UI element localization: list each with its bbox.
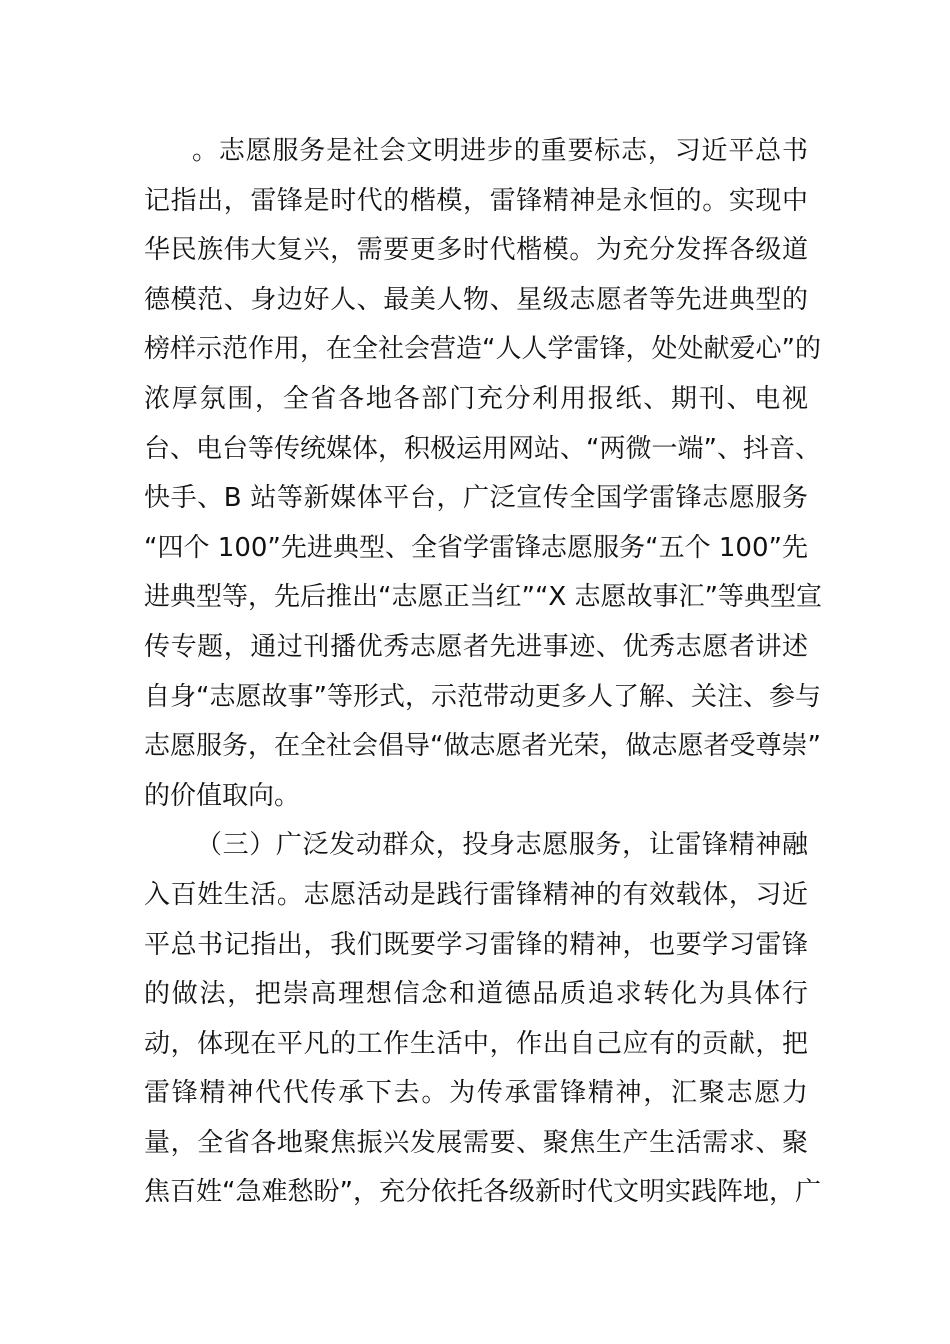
paragraph-2-line-1: （三）广泛发动群众，投身志愿服务，让雷锋精神融	[196, 830, 808, 861]
paragraph-1-line-12: 自身“志愿故事”等形式，示范带动更多人了解、关注、参与	[144, 681, 821, 712]
paragraph-2-line-8: 焦百姓“急难愁盼”，充分依托各级新时代文明实践阵地，广	[144, 1177, 821, 1208]
paragraph-1-line-11: 传专题，通过刊播优秀志愿者先进事迹、优秀志愿者讲述	[144, 631, 808, 662]
paragraph-1-line-1: 。志愿服务是社会文明进步的重要标志，习近平总书	[192, 136, 808, 166]
paragraph-1-line-5: 榜样示范作用，在全社会营造“人人学雷锋，处处献爱心”的	[144, 334, 821, 365]
paragraph-2-line-5: 动，体现在平凡的工作生活中，作出自己应有的贡献，把	[144, 1028, 808, 1059]
paragraph-2-line-4: 的做法，把崇高理想信念和道德品质追求转化为具体行	[144, 979, 808, 1010]
paragraph-2-line-6: 雷锋精神代代传承下去。为传承雷锋精神，汇聚志愿力	[144, 1078, 808, 1109]
paragraph-2-line-3: 平总书记指出，我们既要学习雷锋的精神，也要学习雷锋	[144, 929, 808, 960]
paragraph-1-line-4: 德模范、身边好人、最美人物、星级志愿者等先进典型的	[144, 284, 808, 315]
paragraph-1-line-3: 华民族伟大复兴，需要更多时代楷模。为充分发挥各级道	[144, 235, 808, 266]
paragraph-1-line-8: 快手、B 站等新媒体平台，广泛宣传全国学雷锋志愿服务	[144, 483, 808, 514]
paragraph-1-line-10: 进典型等，先后推出“志愿正当红”“X 志愿故事汇”等典型宣	[144, 582, 822, 613]
paragraph-1-line-7: 台、电台等传统媒体，积极运用网站、“两微一端”、抖音、	[144, 433, 821, 464]
paragraph-1-line-14: 的价值取向。	[144, 780, 301, 811]
paragraph-1-line-9: “四个 100”先进典型、全省学雷锋志愿服务“五个 100”先	[144, 532, 808, 563]
paragraph-1-line-13: 志愿服务，在全社会倡导“做志愿者光荣，做志愿者受尊崇”	[144, 731, 821, 762]
paragraph-1-line-2: 记指出，雷锋是时代的楷模，雷锋精神是永恒的。实现中	[144, 185, 808, 216]
body-text	[144, 127, 822, 1218]
paragraph-1-line-6: 浓厚氛围，全省各地各部门充分利用报纸、期刊、电视	[144, 383, 808, 414]
paragraph-2-line-7: 量，全省各地聚焦振兴发展需要、聚焦生产生活需求、聚	[144, 1127, 808, 1158]
paragraph-2-line-2: 入百姓生活。志愿活动是践行雷锋精神的有效载体，习近	[144, 879, 808, 910]
